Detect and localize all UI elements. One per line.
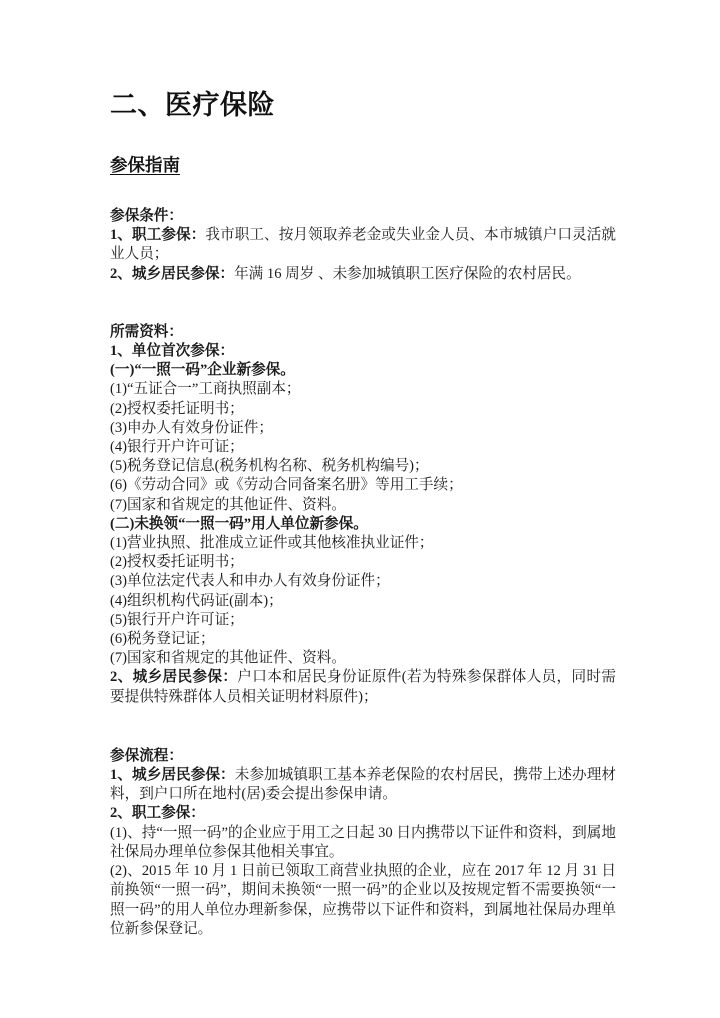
document-content <box>110 0 616 939</box>
list-item: (4)银行开户许可证； <box>110 439 244 456</box>
section-heading: 参保条件： <box>110 208 183 224</box>
section-materials <box>110 284 616 707</box>
list-item: (4)组织机构代码证(副本)； <box>110 592 283 609</box>
list-item: (6)《劳动合同》或《劳动合同备案名册》等用工手续； <box>110 477 463 494</box>
list-item: (5)银行开户许可证； <box>110 611 244 628</box>
list-item-lead: 2、城乡居民参保： <box>110 265 235 282</box>
list-item: (3)单位法定代表人和申办人有效身份证件； <box>110 573 390 590</box>
list-item-lead: 1、城乡居民参保： <box>110 767 235 784</box>
list-item: 2、职工参保： <box>110 805 205 822</box>
list-item-text: 未参加城镇职工基本养老保险的农村居民，携带上述办理材料，到户口所在地村(居)委会提出参保申请。 <box>110 767 616 803</box>
list-item: (一)“一照一码”企业新参保。 <box>110 362 295 379</box>
list-item: (6)税务登记证； <box>110 631 215 648</box>
section-subtitle: 参保指南 <box>110 155 180 175</box>
list-item: (2)授权委托证明书； <box>110 400 244 417</box>
list-item-lead: 2、城乡居民参保： <box>110 669 238 686</box>
list-item: 1、单位首次参保： <box>110 343 235 360</box>
list-item-lead: 1、职工参保： <box>110 227 206 244</box>
list-item: (3)申办人有效身份证件； <box>110 419 273 436</box>
list-item: (二)未换领“一照一码”用人单位新参保。 <box>110 515 368 532</box>
list-item: (7)国家和省规定的其他证件、资料。 <box>110 496 346 513</box>
section-process <box>110 707 616 939</box>
list-item <box>110 668 616 706</box>
list-item-text: 我市职工、按月领取养老金或失业金人员、本市城镇户口灵活就业人员； <box>110 227 616 263</box>
list-item: (2)、2015 年 10 月 1 日前已领取工商营业执照的企业，应在 2017 年 12 月 31 日前换领“一照一码”，期间未换领“一照一码”的企业以及按规定暂不需要换领“一照一码”的用人单位办理新参保，应携带以下证件和资料，到属地社保局办理单位新参保登记。 <box>110 863 616 937</box>
section-heading: 所需资料： <box>110 323 183 340</box>
list-item: (1)“五证合一”工商执照副本； <box>110 381 301 398</box>
section-heading: 参保流程： <box>110 747 183 764</box>
list-item <box>110 226 616 264</box>
list-item <box>110 766 616 804</box>
list-item: (2)授权委托证明书； <box>110 554 244 571</box>
list-item: (1)、持“一照一码”的企业应于用工之日起 30 日内携带以下证件和资料，到属地社保局办理单位参保其他相关事宜。 <box>110 824 616 860</box>
section-conditions <box>110 177 616 284</box>
list-item: (5)税务登记信息(税务机构名称、税务机构编号)； <box>110 458 429 475</box>
list-item <box>110 265 616 284</box>
list-item: (7)国家和省规定的其他证件、资料。 <box>110 650 346 667</box>
page-title: 二、医疗保险 <box>110 90 275 120</box>
list-item-text: 户口本和居民身份证原件(若为特殊参保群体人员，同时需要提供特殊群体人员相关证明材料原件)； <box>110 669 616 705</box>
list-item-text: 年满 16 周岁 、未参加城镇职工医疗保险的农村居民。 <box>234 265 581 282</box>
list-item: (1)营业执照、批准成立证件或其他核准执业证件； <box>110 535 434 552</box>
